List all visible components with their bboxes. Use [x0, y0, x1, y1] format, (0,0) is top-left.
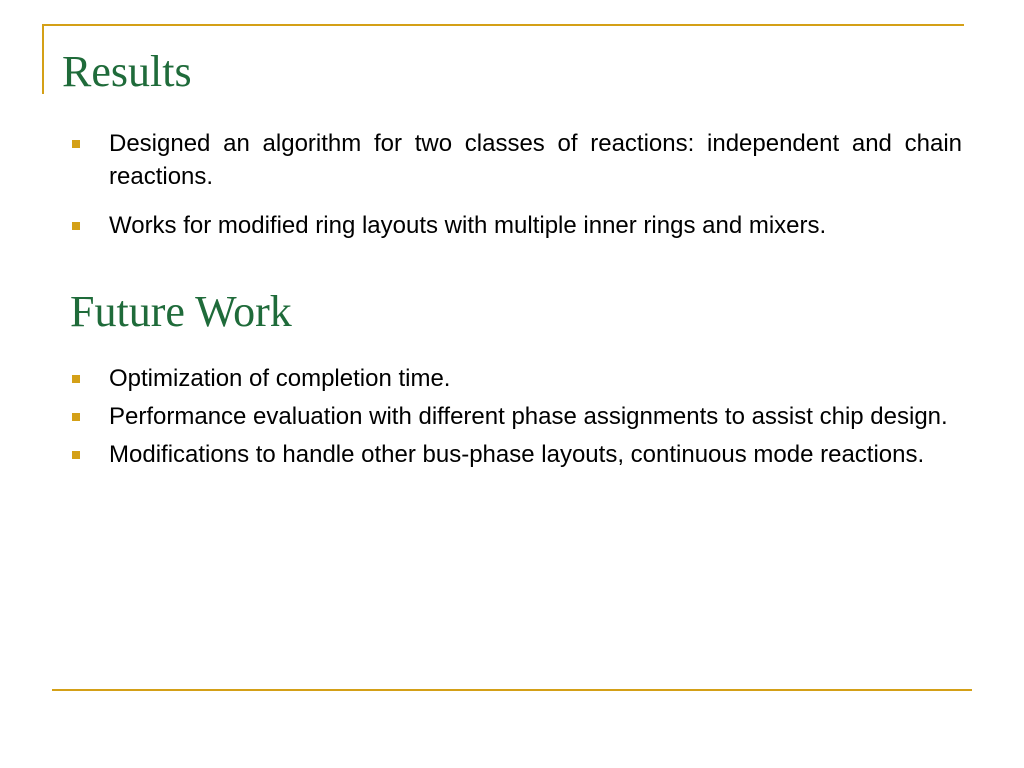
- list-item: [0, 400, 962, 433]
- results-heading: Results: [62, 47, 192, 96]
- list-item: [0, 127, 962, 193]
- future-work-list: [0, 362, 1024, 476]
- list-item-text: Modifications to handle other bus-phase layouts, continuous mode reactions.: [109, 441, 925, 468]
- list-item: [0, 209, 962, 242]
- square-bullet-icon: [72, 222, 80, 230]
- top-divider: [42, 24, 964, 26]
- left-divider: [42, 24, 44, 94]
- list-item-text: Works for modified ring layouts with multiple inner rings and mixers.: [109, 212, 827, 239]
- future-work-heading: Future Work: [70, 287, 292, 336]
- list-item-text: Performance evaluation with different phase assignments to assist chip design.: [109, 403, 948, 430]
- results-list: [0, 127, 1024, 258]
- square-bullet-icon: [72, 140, 80, 148]
- list-item: [0, 362, 962, 395]
- list-item: [0, 438, 962, 471]
- square-bullet-icon: [72, 413, 80, 421]
- square-bullet-icon: [72, 375, 80, 383]
- square-bullet-icon: [72, 451, 80, 459]
- list-item-text: Optimization of completion time.: [109, 365, 451, 392]
- bottom-divider: [52, 689, 972, 691]
- list-item-text: Designed an algorithm for two classes of reactions: independent and chain reactions.: [109, 130, 962, 190]
